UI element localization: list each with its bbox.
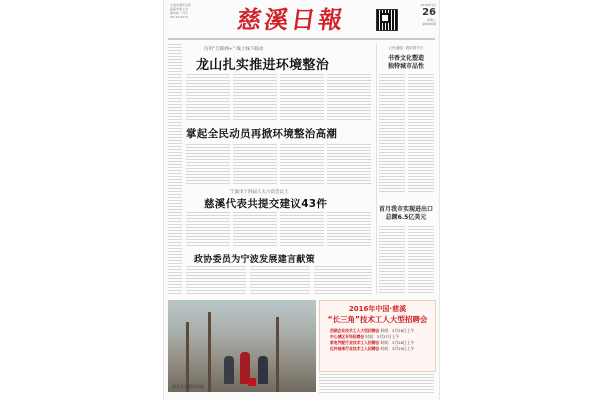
masthead: 慈溪日報 <box>235 5 348 34</box>
right-mid-title-2: 总额6.5亿美元 <box>385 214 427 221</box>
header-left-line: 国内统一刊号 <box>170 11 189 15</box>
header-rule <box>168 38 435 40</box>
right-top-kicker: 公民道德 · 我们的节日 <box>388 46 424 50</box>
ad-item <box>330 346 425 352</box>
story4-headline: 政协委员为宁波发展建言献策 <box>194 255 315 265</box>
header-left-line: CN 33-0079 <box>170 15 188 19</box>
header-right-info <box>400 3 436 26</box>
story3-kicker: 宁波市十四届人大六次会议上 <box>230 190 289 195</box>
ad-footer-text <box>319 374 434 394</box>
story4-text-col <box>250 266 310 296</box>
story2-text-col <box>233 144 277 186</box>
lead-text-col <box>327 74 371 122</box>
ad-item-time: 时间：3月27日上午 <box>365 334 400 339</box>
story2-text-col <box>186 144 230 186</box>
right-text-col <box>379 74 405 194</box>
story2-headline: 掌起全民动员再掀环境整治高潮 <box>186 128 338 140</box>
news-photo <box>168 300 316 392</box>
right-text-col <box>408 74 434 194</box>
date-line: 2016年3月 <box>420 3 436 7</box>
qr-code-icon <box>376 9 398 31</box>
ad-title-line2: “长三角”技术工人大型招聘会 <box>327 315 428 324</box>
header-left-line: 宁波市委机关报 <box>170 3 192 7</box>
ad-item-name: 中心城区专场招聘会 <box>330 334 365 339</box>
story3-headline: 慈溪代表共提交建议43件 <box>204 198 328 210</box>
lead-kicker: 历用“互联网+” 线上线下联动 <box>204 47 264 52</box>
ad-item-time: 时间：3月29日上午 <box>380 346 415 351</box>
header-right-line: 星期六 <box>426 18 436 22</box>
story4-text-col <box>186 266 246 296</box>
ad-item-name: 化纤轴承行业技术工人招聘会 <box>330 346 380 351</box>
ad-item-time: 时间：3月26日上午 <box>380 328 415 333</box>
lead-text-col <box>280 74 324 122</box>
right-top-title-2: 独特城市品性 <box>387 63 424 70</box>
lead-headline: 龙山扎实推进环境整治 <box>196 58 330 73</box>
story2-text-col <box>280 144 324 186</box>
right-top-title-1: 书香文化塑造 <box>387 55 424 62</box>
right-mid-title-1: 首月我市实现进出口 <box>378 206 433 213</box>
header-left-info <box>170 3 218 19</box>
lead-text-col <box>233 74 277 122</box>
newspaper-front-page <box>163 0 440 400</box>
right-text-col <box>379 226 405 294</box>
story3-text-col <box>233 212 277 248</box>
header-right-line: 第6080期 <box>422 22 436 26</box>
story3-text-col <box>327 212 371 248</box>
story2-text-col <box>327 144 371 186</box>
photo-caption: 桥头全民整治环境 <box>172 384 204 389</box>
ad-item-name: 家电汽配行业技术工人招聘会 <box>330 340 380 345</box>
story3-text-col <box>280 212 324 248</box>
lead-text-col <box>186 74 230 122</box>
ad-item-name: 西湖企业技术工人大型招聘会 <box>330 328 380 333</box>
story4-text-col <box>314 266 372 296</box>
right-text-col <box>408 226 434 294</box>
job-fair-ad <box>319 300 436 372</box>
header-left-line: 慈溪市委主办 <box>170 7 189 11</box>
ad-item-time: 时间：3月28日上午 <box>380 340 415 345</box>
ad-title-line1: 2016年中国·慈溪 <box>348 305 407 313</box>
story3-text-col <box>186 212 230 248</box>
index-column <box>168 44 182 294</box>
issue-number: 26 <box>422 7 436 18</box>
